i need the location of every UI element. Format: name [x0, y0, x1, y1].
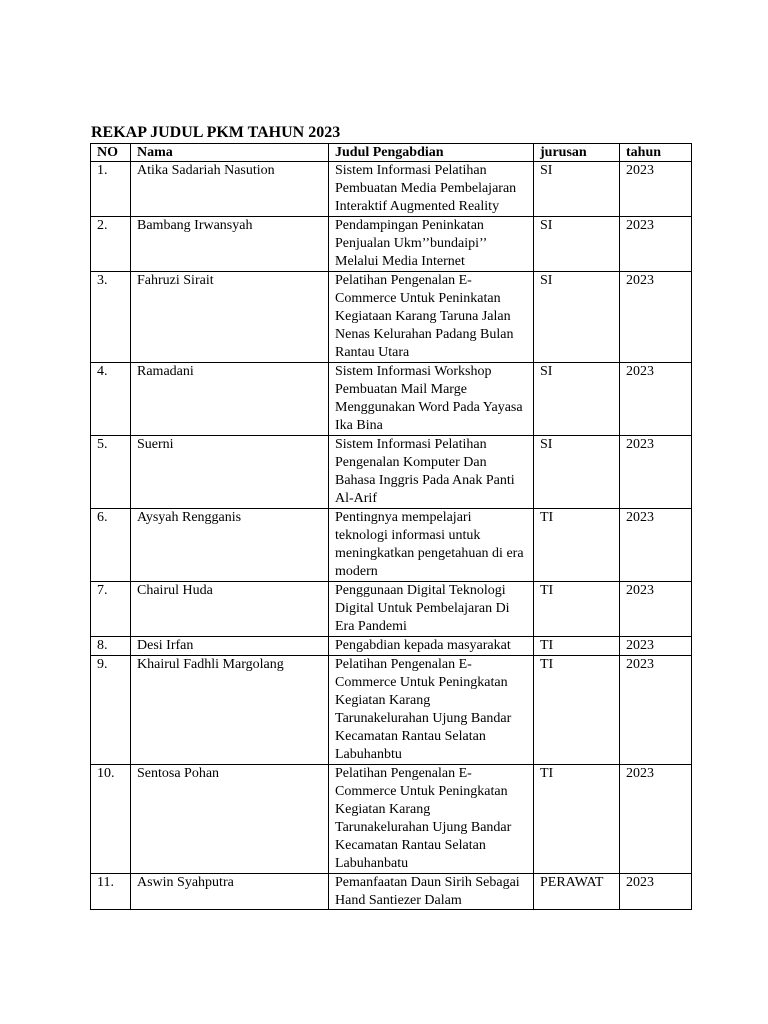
table-row — [91, 217, 692, 272]
cell-jurusan — [534, 656, 620, 765]
cell-tahun — [620, 874, 692, 910]
cell-nama-text: Aysyah Rengganis — [137, 510, 242, 525]
cell-judul-text: Sistem Informasi Pelatihan Pengenalan Komputer Dan Bahasa Inggris Pada Anak Panti Al-Arif — [335, 437, 515, 506]
header-tahun: tahun — [620, 144, 692, 162]
cell-nama-text: Sentosa Pohan — [137, 766, 220, 781]
cell-judul — [329, 582, 534, 637]
cell-jurusan — [534, 637, 620, 656]
cell-no — [91, 656, 131, 765]
cell-no — [91, 765, 131, 874]
cell-judul — [329, 874, 534, 910]
cell-judul — [329, 363, 534, 436]
cell-no — [91, 509, 131, 582]
cell-no — [91, 363, 131, 436]
page-title: REKAP JUDUL PKM TAHUN 2023 — [91, 124, 341, 141]
cell-judul-text: Sistem Informasi Workshop Pembuatan Mail Marge Menggunakan Word Pada Yayasa Ika Bina — [335, 364, 523, 433]
pkm-table — [90, 143, 692, 910]
cell-jurusan — [534, 436, 620, 509]
cell-judul-text: Pentingnya mempelajari teknologi informasi untuk meningkatkan pengetahuan di era modern — [335, 510, 524, 579]
cell-judul-text: Pelatihan Pengenalan E-Commerce Untuk Peningkatan Kegiatan Karang Tarunakelurahan Ujung Bandar Kecamatan Rantau Selatan Labuhanbatu — [335, 766, 512, 871]
header-judul: Judul Pengabdian — [329, 144, 534, 162]
header-no: NO — [91, 144, 131, 162]
cell-no-text: 5. — [97, 437, 108, 452]
cell-tahun — [620, 656, 692, 765]
cell-tahun — [620, 582, 692, 637]
cell-no — [91, 874, 131, 910]
cell-jurusan-text: PERAWAT — [540, 875, 604, 890]
cell-tahun — [620, 509, 692, 582]
cell-no — [91, 217, 131, 272]
cell-no — [91, 582, 131, 637]
cell-tahun-text: 2023 — [626, 766, 654, 781]
cell-jurusan — [534, 765, 620, 874]
cell-no-text: 11. — [97, 875, 114, 890]
header-nama: Nama — [131, 144, 329, 162]
cell-tahun-text: 2023 — [626, 437, 654, 452]
cell-nama — [131, 765, 329, 874]
cell-nama — [131, 509, 329, 582]
cell-nama — [131, 162, 329, 217]
cell-no — [91, 637, 131, 656]
cell-no-text: 7. — [97, 583, 108, 598]
cell-nama-text: Suerni — [137, 437, 174, 452]
cell-jurusan — [534, 217, 620, 272]
cell-judul — [329, 217, 534, 272]
cell-judul — [329, 656, 534, 765]
cell-jurusan-text: SI — [540, 364, 553, 379]
cell-no-text: 6. — [97, 510, 108, 525]
cell-jurusan-text: TI — [540, 638, 554, 653]
cell-jurusan — [534, 363, 620, 436]
cell-jurusan — [534, 162, 620, 217]
cell-judul-text: Sistem Informasi Pelatihan Pembuatan Media Pembelajaran Interaktif Augmented Reality — [335, 163, 517, 214]
cell-nama — [131, 637, 329, 656]
cell-jurusan-text: SI — [540, 273, 553, 288]
table-row — [91, 436, 692, 509]
cell-jurusan-text: SI — [540, 437, 553, 452]
cell-tahun — [620, 363, 692, 436]
cell-no — [91, 436, 131, 509]
table-row — [91, 363, 692, 436]
cell-nama — [131, 582, 329, 637]
cell-jurusan — [534, 874, 620, 910]
cell-judul-text: Pemanfaatan Daun Sirih Sebagai Hand Santiezer Dalam — [335, 875, 520, 908]
cell-judul-text: Pelatihan Pengenalan E-Commerce Untuk Peninkatan Kegiataan Karang Taruna Jalan Nenas Kelurahan Padang Bulan Rantau Utara — [335, 273, 514, 360]
cell-judul — [329, 436, 534, 509]
cell-judul-text: Pengabdian kepada masyarakat — [335, 638, 511, 653]
cell-no-text: 1. — [97, 163, 108, 178]
table-row — [91, 509, 692, 582]
cell-judul-text: Penggunaan Digital Teknologi Digital Untuk Pembelajaran Di Era Pandemi — [335, 583, 510, 634]
cell-tahun-text: 2023 — [626, 163, 654, 178]
cell-nama-text: Aswin Syahputra — [137, 875, 234, 890]
cell-jurusan-text: TI — [540, 657, 554, 672]
cell-nama-text: Atika Sadariah Nasution — [137, 163, 275, 178]
cell-judul — [329, 637, 534, 656]
cell-no — [91, 162, 131, 217]
cell-tahun-text: 2023 — [626, 657, 654, 672]
table-header-row — [91, 144, 692, 162]
cell-tahun-text: 2023 — [626, 510, 654, 525]
table-row — [91, 637, 692, 656]
cell-nama-text: Chairul Huda — [137, 583, 213, 598]
cell-nama-text: Fahruzi Sirait — [137, 273, 214, 288]
cell-judul-text: Pendampingan Peninkatan Penjualan Ukm’’bundaipi’’ Melalui Media Internet — [335, 218, 487, 269]
cell-no-text: 8. — [97, 638, 108, 653]
header-jurusan: jurusan — [534, 144, 620, 162]
cell-jurusan-text: SI — [540, 163, 553, 178]
cell-jurusan-text: TI — [540, 583, 554, 598]
cell-tahun-text: 2023 — [626, 875, 654, 890]
cell-tahun — [620, 162, 692, 217]
cell-nama — [131, 656, 329, 765]
table-row — [91, 765, 692, 874]
table-row — [91, 656, 692, 765]
cell-no — [91, 272, 131, 363]
cell-nama-text: Khairul Fadhli Margolang — [137, 657, 284, 672]
cell-tahun-text: 2023 — [626, 583, 654, 598]
cell-jurusan — [534, 509, 620, 582]
cell-jurusan-text: TI — [540, 510, 554, 525]
cell-tahun — [620, 217, 692, 272]
cell-judul-text: Pelatihan Pengenalan E-Commerce Untuk Peningkatan Kegiatan Karang Tarunakelurahan Ujung Bandar Kecamatan Rantau Selatan Labuhanbtu — [335, 657, 512, 762]
cell-jurusan-text: SI — [540, 218, 553, 233]
cell-jurusan — [534, 272, 620, 363]
cell-tahun — [620, 765, 692, 874]
cell-nama — [131, 272, 329, 363]
cell-nama — [131, 363, 329, 436]
cell-judul — [329, 162, 534, 217]
cell-no-text: 3. — [97, 273, 108, 288]
cell-nama-text: Ramadani — [137, 364, 194, 379]
cell-judul — [329, 509, 534, 582]
cell-jurusan — [534, 582, 620, 637]
cell-no-text: 10. — [97, 766, 115, 781]
cell-nama-text: Bambang Irwansyah — [137, 218, 253, 233]
cell-judul — [329, 272, 534, 363]
cell-tahun — [620, 272, 692, 363]
cell-tahun-text: 2023 — [626, 273, 654, 288]
cell-judul — [329, 765, 534, 874]
cell-no-text: 4. — [97, 364, 108, 379]
table-row — [91, 162, 692, 217]
cell-jurusan-text: TI — [540, 766, 554, 781]
cell-nama-text: Desi Irfan — [137, 638, 194, 653]
table-row — [91, 874, 692, 910]
cell-tahun-text: 2023 — [626, 638, 654, 653]
cell-nama — [131, 874, 329, 910]
cell-no-text: 9. — [97, 657, 108, 672]
cell-tahun-text: 2023 — [626, 364, 654, 379]
cell-no-text: 2. — [97, 218, 108, 233]
cell-tahun — [620, 436, 692, 509]
cell-tahun — [620, 637, 692, 656]
table-row — [91, 272, 692, 363]
cell-nama — [131, 217, 329, 272]
table-row — [91, 582, 692, 637]
cell-nama — [131, 436, 329, 509]
cell-tahun-text: 2023 — [626, 218, 654, 233]
